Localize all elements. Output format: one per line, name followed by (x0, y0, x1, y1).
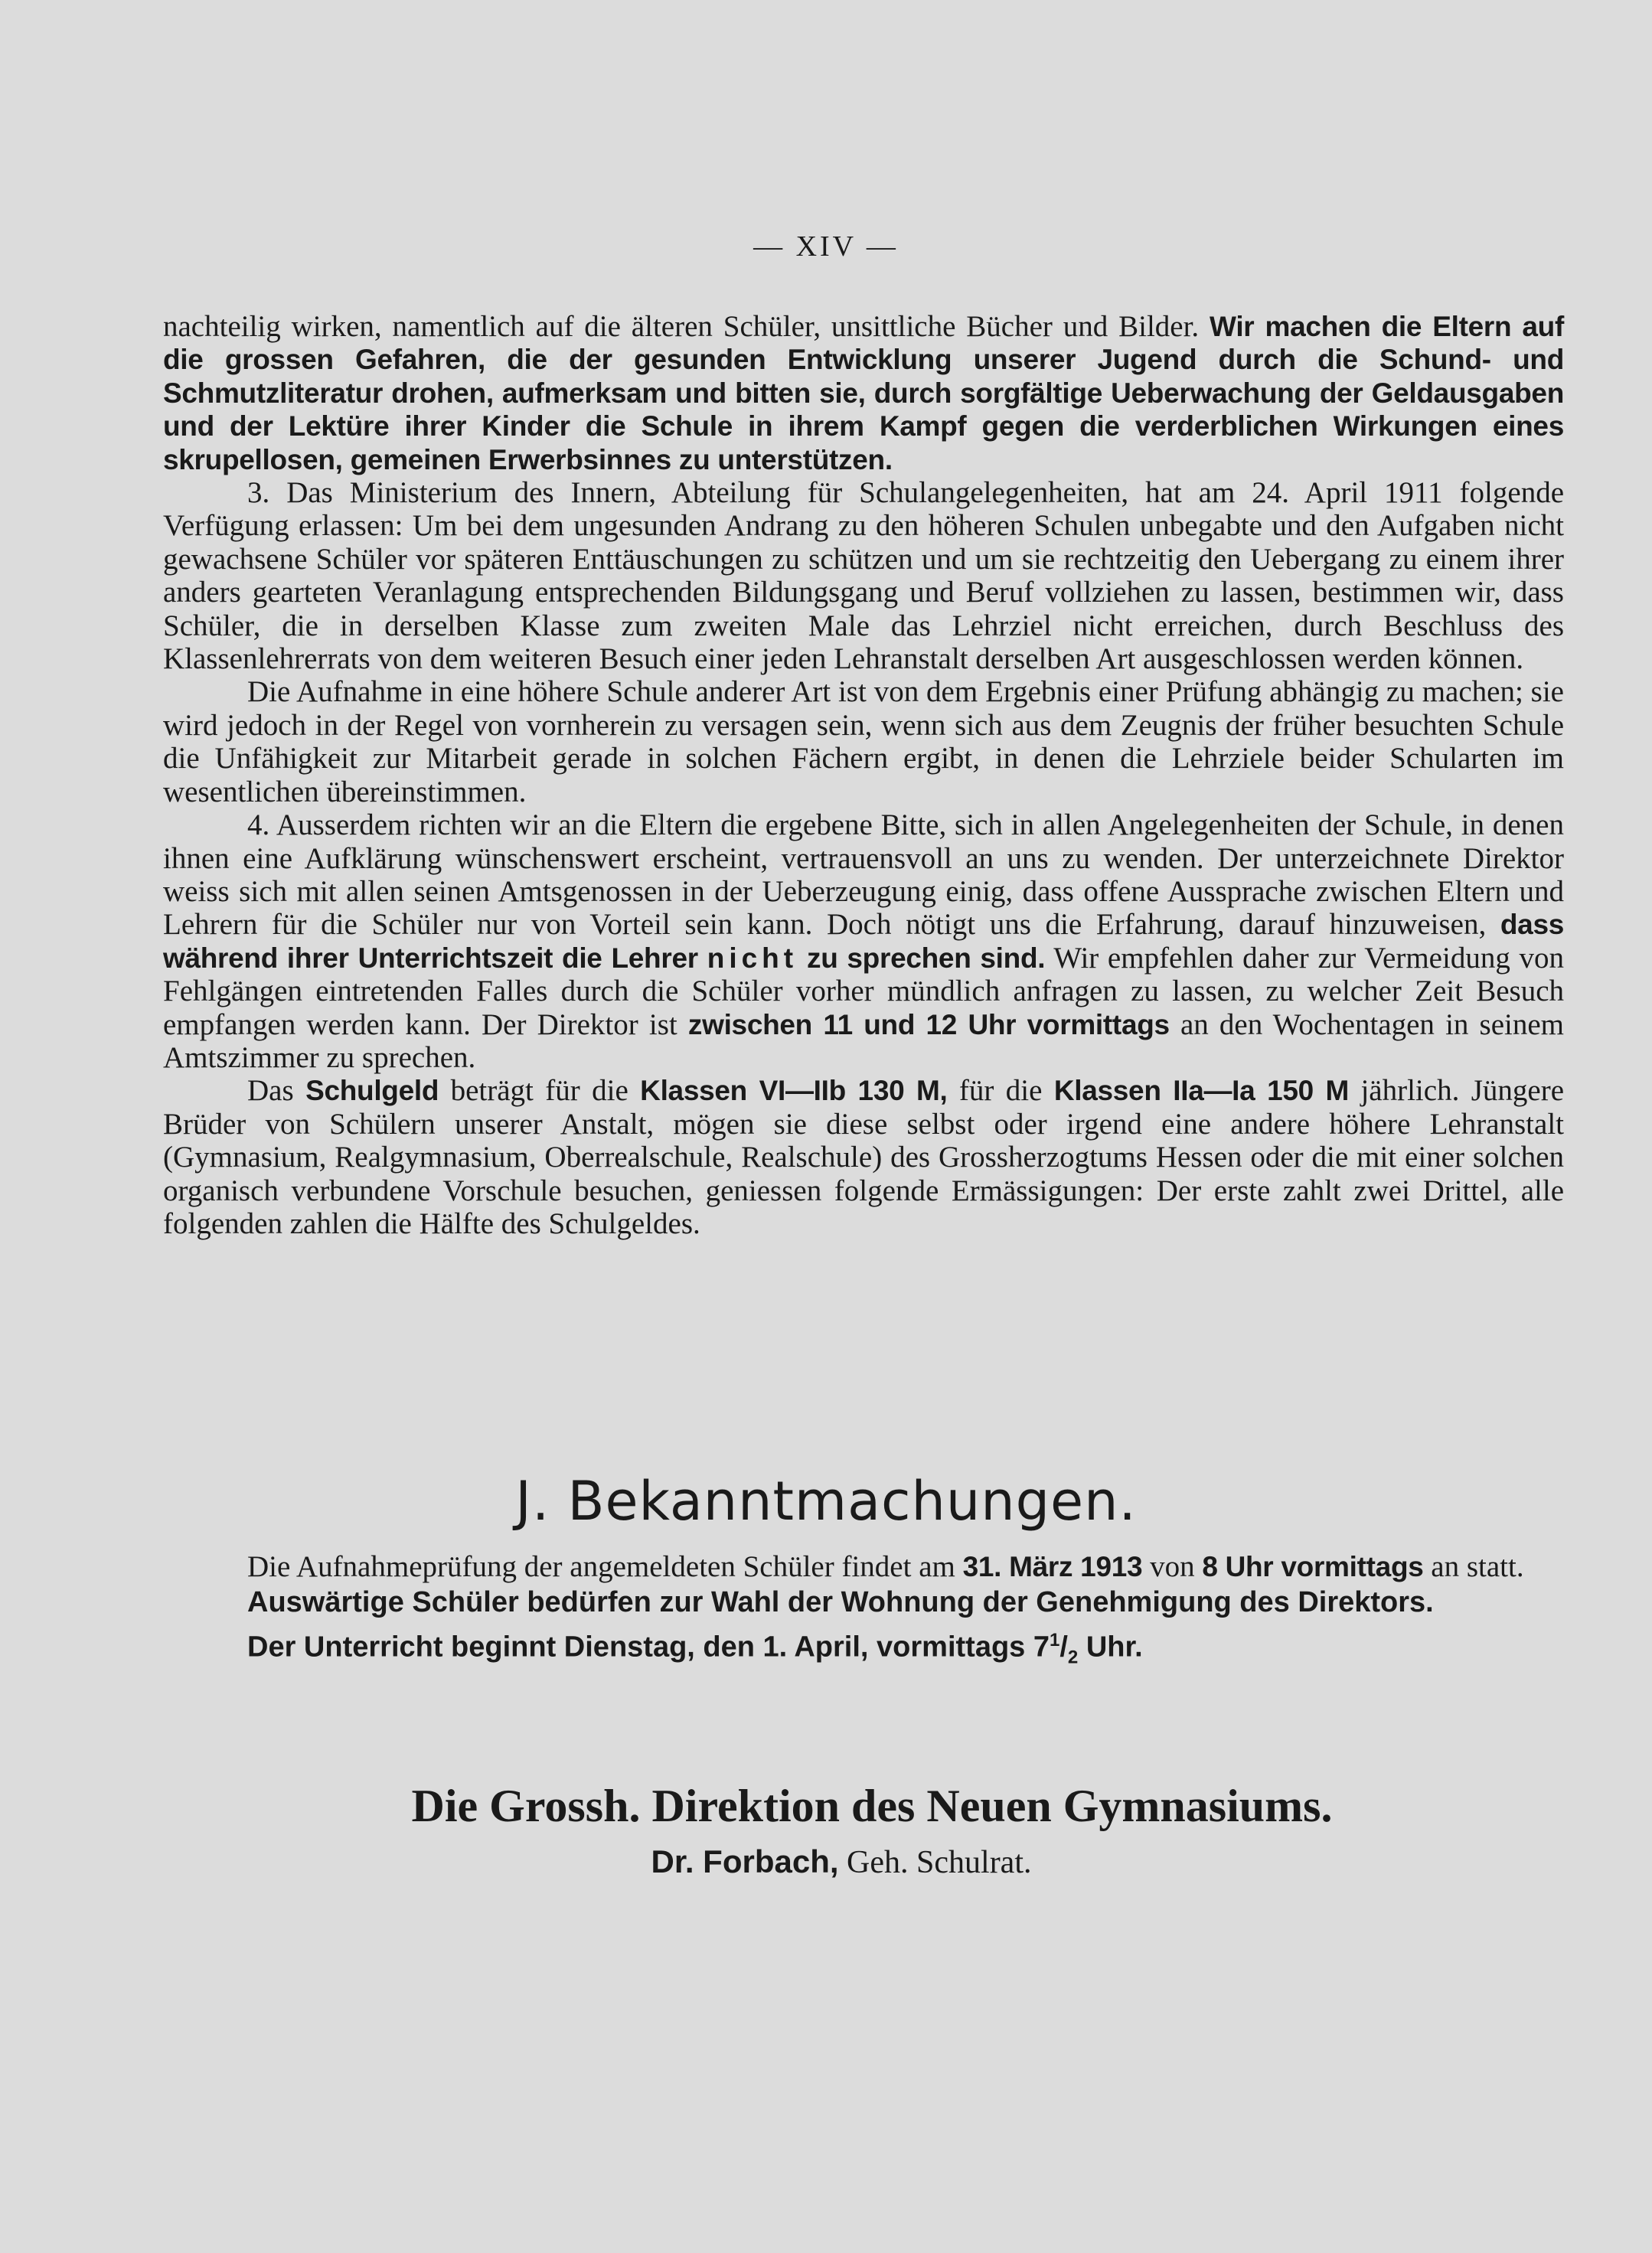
notice-line-2: Auswärtige Schüler bedürfen zur Wahl der Wohnung der Genehmigung des Direktors. (247, 1586, 1434, 1619)
notice-line-3: Der Unterricht beginnt Dienstag, den 1. April, vormittags $7^1/_2$ Uhr. (247, 1630, 1143, 1668)
paragraph-5-text-2: beträgt für die (439, 1074, 641, 1108)
paragraph-4-text-1: 4. Ausserdem richten wir an die Eltern die ergebene Bitte, sich in allen Angelegenheiten der Schule, in denen ihnen eine Aufklärung wünschenswert erscheint, vertrauensvoll an uns zu wenden. Der unterzeichnete Direktor weiss sich mit allen seinen Amtsgenossen in der Ueberzeugung einig, dass offene Aussprache zwischen Eltern und Lehrern für die Schüler nur von Vorteil sein kann. Doch nötigt uns die Erfahrung, darauf hinzuweisen, (163, 808, 1564, 942)
paragraph-4-emphasis: nicht (707, 942, 798, 974)
paragraph-1-bold: Wir machen die Eltern auf die grossen Gefahren, die der gesunden Entwicklung unserer Jugend durch die Schund- und Schmutzliteratur drohen, aufmerksam und bitten sie, durch sorgfältige Ueberwachung der Geldausgaben und der Lektüre ihrer Kinder die Schule in ihrem Kampf gegen die verderblichen Wirkungen eines skrupellosen, gemeinen Erwerbsinnes zu unterstützen. (163, 311, 1564, 475)
paragraph-4-bold-2: zu sprechen sind. (798, 942, 1046, 974)
notice-line-1 (163, 1550, 1564, 1583)
paragraph-1 (163, 310, 1564, 476)
notice-line-3-text: Der Unterricht beginnt Dienstag, den 1. April, vormittags 7 (247, 1631, 1050, 1664)
paragraph-4-text-2: Wir empfehlen daher zur Vermeidung von Fehlgängen eintretenden Falles durch die Schüler vorher mündlich anfragen zu lassen, zu welcher Zeit Besuch empfangen werden kann. Der Direktor ist (163, 941, 1564, 1041)
page-number: — XIV — (753, 230, 899, 263)
body-text (163, 310, 1564, 1240)
paragraph-5-text-4: jährlich. Jüngere Brüder von Schülern unserer Anstalt, mögen sie diese selbst oder irgend eine andere höhere Lehranstalt (Gymnasium, Realgymnasium, Oberrealschule, Realschule) des Grossherzogtums Hessen oder die mit einer solchen organisch verbundene Vorschule besuchen, geniessen folgende Ermässigungen: Der erste zahlt zwei Drittel, alle folgenden zahlen die Hälfte des Schulgeldes. (163, 1074, 1565, 1240)
paragraph-4 (163, 808, 1564, 1074)
section-heading: J. Bekanntmachungen. (515, 1470, 1137, 1533)
fraction-denominator: 2 (1067, 1647, 1079, 1668)
signature-title: Geh. Schulrat. (838, 1845, 1032, 1880)
paragraph-5-bold-3: Klassen IIa—Ia 150 M (1053, 1075, 1350, 1107)
notice-text-3: an statt. (1423, 1550, 1524, 1583)
notice-block (163, 1550, 1564, 1677)
signature-block (0, 1780, 1652, 1881)
notice-text-1: Die Aufnahmeprüfung der angemeldeten Schüler findet am (247, 1550, 963, 1583)
notice-text-2: von (1142, 1550, 1203, 1583)
paragraph-5 (163, 1074, 1564, 1240)
paragraph-3: Die Aufnahme in eine höhere Schule anderer Art ist von dem Ergebnis einer Prüfung abhängig zu machen; sie wird jedoch in der Regel von vornherein zu versagen sein, wenn sich aus dem Zeugnis der früher besuchten Schule die Unfähigkeit zur Mitarbeit gerade in solchen Fächern ergibt, in denen die Lehrziele beider Schularten im wesentlichen übereinstimmen. (163, 675, 1564, 808)
paragraph-2: 3. Das Ministerium des Innern, Abteilung für Schulangelegenheiten, hat am 24. April 1911 folgende Verfügung erlassen: Um bei dem ungesunden Andrang zu den höheren Schulen unbegabte und den Aufgaben nicht gewachsene Schüler vor späteren Enttäuschungen zu schützen und um sie rechtzeitig den Uebergang zu einem ihrer anders gearteten Veranlagung entsprechenden Bildungsgang und Beruf vollziehen zu lassen, bestimmen wir, dass Schüler, die in derselben Klasse zum zweiten Male das Lehrziel nicht erreichen, durch Beschluss des Klassenlehrerrats von dem weiteren Besuch einer jeden Lehranstalt derselben Art ausgeschlossen werden können. (163, 476, 1564, 676)
paragraph-4-text-3: an den Wochentagen in seinem Amtszimmer zu sprechen. (163, 1007, 1565, 1074)
paragraph-4-bold-1: dass während ihrer Unterrichtszeit die Lehrer (163, 909, 1564, 974)
notice-line-3-end: Uhr. (1078, 1631, 1143, 1664)
paragraph-5-bold-2: Klassen VI—IIb 130 M, (640, 1075, 948, 1107)
notice-time: 8 Uhr vormittags (1202, 1551, 1424, 1582)
signature-institution: Die Grossh. Direktion des Neuen Gymnasiums. (411, 1781, 1333, 1831)
notice-date: 31. März 1913 (962, 1551, 1143, 1582)
paragraph-1-text: nachteilig wirken, namentlich auf die älteren Schüler, unsittliche Bücher und Bilder. (163, 310, 1210, 343)
paragraph-5-text-1: Das (247, 1074, 306, 1108)
paragraph-5-bold-1: Schulgeld (305, 1075, 439, 1107)
signature-name: Dr. Forbach, (651, 1843, 839, 1879)
paragraph-5-text-3: für die (947, 1074, 1054, 1108)
paragraph-4-bold-3: zwischen 11 und 12 Uhr vormittags (687, 1008, 1170, 1040)
fraction-numerator: 1 (1050, 1630, 1060, 1651)
signature-person (31, 1843, 1652, 1881)
